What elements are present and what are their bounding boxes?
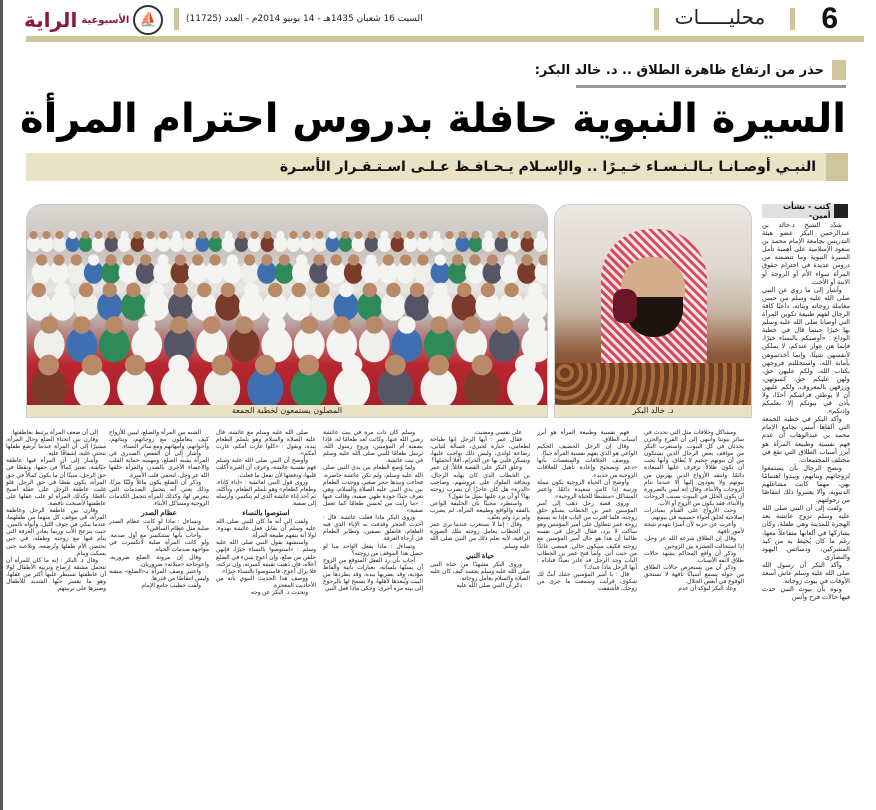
- worshipper-head: [199, 231, 207, 239]
- worshipper-head: [386, 283, 400, 297]
- worshipper-head: [296, 254, 307, 265]
- article-headline: السيرة النبوية حافلة بدروس احترام المرأة: [20, 96, 846, 142]
- paragraph: وأوضح أن الحياة الزوجية تكون مملة ورتيبة إذا كانت سعيدة دائمًا. واعتبر المشاكل «منشطًا للحياة الزوجية».: [537, 479, 637, 500]
- paragraph: وروى قول النبي لعائشة : «إناء كإناء، وطعام كطعام» وهو يلملم الطعام، ويأكله، ثم أخذ إناء عائشة الذي لم ينكسر، وأرسله إلى صفية.: [216, 479, 316, 507]
- worshipper-head: [398, 316, 416, 334]
- worshipper-head: [521, 254, 532, 265]
- worshipper-head: [88, 254, 99, 265]
- paragraph: قال : يا أمير المؤمنين جئتك أبثّ لك شكوى، فرأيت وسمعت ما جرى من زوجك، فأشفقت: [537, 571, 637, 593]
- paragraph: وذكر أن واقع المحاكم يشهد حالات طلاق لأتفه الأسباب.: [644, 550, 744, 564]
- masthead-rule: [26, 36, 864, 42]
- worshipper-head: [157, 254, 168, 265]
- worshipper-head: [433, 283, 447, 297]
- worshipper-head: [290, 231, 298, 239]
- worshipper-head: [209, 254, 220, 265]
- worshipper-head: [316, 231, 324, 239]
- crowd-illustration: [27, 205, 547, 405]
- speaker-photo: [554, 204, 752, 418]
- paragraph: فقال عمر : أيها الرجل إنها طباخة لطعامي، خبازة لخبزي، غسالة لثيابي، رضاعة لولدي، وليس ذلك بواجب عليها، ويسكن قلبي بها عن الحرام، أفلا أتحملها؟: [430, 437, 530, 465]
- article-column-5: [323, 430, 423, 593]
- worshipper-head: [261, 254, 272, 265]
- subheadline-text: النبـي أوصـانـا بـالـنـسـاء خـيـرًا .. والإسـلام يـحـافـظ عـلـى اسـتـقـرار الأسـرة: [279, 159, 816, 175]
- worshipper-head: [459, 231, 467, 239]
- worshipper-head: [355, 231, 363, 239]
- worshipper-head: [221, 283, 235, 297]
- worshipper-head: [381, 231, 389, 239]
- dhow-ship-icon: ⛵: [133, 5, 163, 35]
- worshipper-head: [292, 283, 306, 297]
- worshipper-head: [342, 231, 350, 239]
- worshipper-head: [420, 231, 428, 239]
- worshipper-head: [40, 316, 58, 334]
- paragraph: وقال إن الرجل الحصيف الحكيم الواعي هو الذي يفهم نفسية المرأة جيدًا.: [537, 444, 637, 458]
- worshipper-head: [238, 231, 246, 239]
- worshipper-head: [394, 231, 402, 239]
- worshipper-head: [515, 355, 536, 376]
- paragraph: وأشار إلى أن القفص الصدري في المرأة يشبه الضلع، ومهمته حماية القلب والأعضاء الأخرى بالصدر، والمرأة خلقها الله عز وجل، لتحمي قلب الأسرة.: [109, 451, 209, 479]
- worshipper-head: [53, 254, 64, 265]
- paragraph: وأشار إلى ما روي عن النبي صلى الله عليه وسلم من حسن معاملة زوجاته وبناته، داعيًا كافة الرجال لفهم طبيعة تكوين المرأة التي أوصانا صلى الله عليه وسلم بها خيرًا حينما قال في خطبة الوداع : «أوصيكم بالنساء خيرًا، فإنما هن عوار عندكم، لا يملكن لأنفسهن شيئًا، وإنما أخذتموهن بأمانة الله، واستحللتم فروجهن بكتاب الله، ولكم عليهن حق، ولهن عليكم حق، كسوتهن، ورزقهن بالمعروف، ولكم عليهن أن لا يوطئن فراشكم أحدًا، ولا يأذن في بيوتكم إلا بعلمكم وإذنكم».: [762, 286, 850, 416]
- worshipper-head: [38, 355, 59, 376]
- worshipper-head: [365, 254, 376, 265]
- worshipper-head: [400, 254, 411, 265]
- worshipper-head: [105, 254, 116, 265]
- worshipper-head: [134, 231, 142, 239]
- section-title: محليـــــات: [674, 5, 766, 29]
- worshipper-head: [331, 254, 342, 265]
- worshipper-head: [485, 231, 493, 239]
- masthead-divider: [174, 8, 179, 30]
- worshipper-head: [192, 254, 203, 265]
- worshipper-head: [69, 231, 77, 239]
- worshipper-head: [528, 283, 542, 297]
- worshipper-head: [123, 254, 134, 265]
- paragraph: ووصف الخلافات والمنغصات بأنها «دعم وتصحيح وإعادة تأهيل للعلاقات الزوجية من جديد».: [537, 458, 637, 479]
- paragraph: فهم نفسية وطبيعة المرأة هو أبرز أسباب الطلاق.: [537, 430, 637, 444]
- worshipper-head: [348, 254, 359, 265]
- worshipper-head: [105, 316, 123, 334]
- worshipper-head: [73, 316, 91, 334]
- worshipper-head: [504, 254, 515, 265]
- worshipper-head: [264, 231, 272, 239]
- paragraph: وأشار إلى أن المرأة فيها عاطفة جيّاشة، تعتبر كمالاً في حقها، ونقصًا في حق الرجل، مبينًا أن ما يكون كمالاً في حق المرأة، يكون نقصًا في حق الرجل. فلو غلبت عاطفة الرجل على عقله أصبح ناقصًا. وكذلك المرأة لو غلب عقلها على عاطفتها لأصبحت ناقصة.: [6, 458, 106, 507]
- worshipper-head: [235, 316, 253, 334]
- worshipper-head: [268, 283, 282, 297]
- overline-text: حذر من ارتفاع ظاهرة الطلاق .. د. خالد البكر:: [534, 62, 824, 78]
- worshipper-head: [472, 355, 493, 376]
- article-column-1: [762, 222, 850, 602]
- paragraph: واعتبر وصف المرأة بـ«الضلع» منقبة وليس انتقاصًا من قدرها.: [109, 568, 209, 582]
- subheadline-marker: [826, 153, 848, 181]
- worshipper-head: [495, 316, 513, 334]
- worshipper-head: [225, 231, 233, 239]
- byline-text: كتب - نشأت أمين-: [782, 202, 831, 220]
- paragraph: واستشهد بقول النبي صلى الله عليه وسلم : «استوصوا بالنساء خيرًا، فإنهن خلقن من ضلع، وإن أعوج شيء في الضلع أعلاه، فإن ذهبت تقيمه كسرته، وإن تركته، فلا يزال أعوج، فاستوصوا بالنساء خيرًا».: [215, 540, 316, 575]
- worshipper-head: [212, 355, 233, 376]
- worshipper-head: [82, 231, 90, 239]
- worshipper-head: [56, 231, 64, 239]
- paragraph: ولفت إلى أن النبي صلى الله عليه وسلم تزوج عائشة بعد الهجرة للمدينة وهي طفلة، وكان يشاركها في ألعابها متفاعلاً معها، رغم ما كان يُحيط به من كيد المشركين، ودسائس اليهود والنصارى.: [762, 505, 850, 561]
- article-column-6: [216, 430, 316, 597]
- worshipper-head: [30, 231, 38, 239]
- worshipper-head: [504, 283, 518, 297]
- paragraph: وقال إن الطلاق شرعه الله عز وجل، إذا استحالت العشرة بين الزوجين.: [644, 536, 744, 550]
- worshipper-head: [524, 231, 532, 239]
- worshipper-head: [446, 231, 454, 239]
- column-subheading: حياة النبي: [465, 552, 495, 560]
- worshipper-head: [108, 231, 116, 239]
- worshipper-head: [368, 231, 376, 239]
- worshipper-head: [333, 316, 351, 334]
- worshipper-head: [430, 316, 448, 334]
- section-divider-left: [654, 8, 659, 30]
- worshipper-head: [303, 231, 311, 239]
- worshipper-head: [79, 283, 93, 297]
- paragraph: وتساءل : ماذا لو كانت عظام الصدر صلبة مثل عظام الساقين؟: [109, 519, 209, 533]
- overline-rule: [576, 85, 846, 88]
- worshipper-head: [472, 231, 480, 239]
- worshipper-head: [138, 316, 156, 334]
- article-subheadline: [26, 153, 848, 181]
- worshipper-head: [469, 254, 480, 265]
- paragraph: شدّد الشيخ د.خالد بن عبدالرحمن البكر عضو هيئة التدريس بجامعة الإمام محمد بن سعود الإسلامية على أهمية تأمل السيرة النبوية وما تتضمنه من دروس عديدة في احترام حقوق المرأة سواء الأم أو الزوجة أو الابنة أو الأخت.: [762, 222, 850, 286]
- worshipper-head: [255, 355, 276, 376]
- paragraph: على نفسي ومضيت.: [473, 430, 522, 436]
- worshipper-head: [481, 283, 495, 297]
- paragraph: وأكد البكر في خطبة الجمعة التي ألقاها أمس بجامع الإمام محمد بن عبدالوهاب أن عدم فهم نفسية وطبيعة المرأة هو أبرز أسباب الطلاق التي تقع في مختلف المجتمعات.: [762, 416, 850, 464]
- worshipper-head: [244, 283, 258, 297]
- worshipper-head: [125, 355, 146, 376]
- paragraph: وذكر أن من يستعرض حالات الطلاق من حوله يسمع أسبابًا تافهة لا تستحق الوقوع في أبغض الحلال.: [644, 564, 744, 585]
- paragraph: ولفت خطيب جامع الإمام: [141, 582, 201, 589]
- worshipper-head: [463, 316, 481, 334]
- paragraph: وقارن بين انحناء الضلع وحال المرأة، مشيرًا إلى أن المرأة عندما تُرضع طفلها تنحني عليه، إشفاقًا عليه.: [6, 437, 106, 458]
- issue-dateline: السبت 16 شعبان 1435هـ - 14 يونيو 2014م - العدد (11725): [186, 14, 423, 24]
- worshipper-head: [279, 254, 290, 265]
- paragraph: ونصح الرجال بأن يستمعوا لزوجاتهم وبناتهم، ويبدوا اهتمامًا بهن، مهما كانت مشاغلهم الدنيوية، وألا يعتبروا ذلك انتقاصًا من رجولتهم.: [762, 464, 850, 505]
- photo-caption: المصلون يستمعون لخطبة الجمعة: [27, 405, 547, 417]
- worshipper-head: [315, 283, 329, 297]
- page-number: 6: [821, 2, 838, 35]
- paragraph: ومشاكل وخلافات مثل التي تحدث في سائر بيوتنا وانتهى إلى أن الفرح والحزن يحدثان في كل البيوت. واستغرب البكر من مواقف بعض الرجال الذين يشتكون من أن بيوتهم جحيم لا يُطاق، وأنها يجب أن تكون ظلالاً ترفرف عليها السعادة دائمًا. وانتقد الأزواج الذين يهربون من بيوتهم ولا يعودون إليها إلا عندما تنام الزوجات والأبناء، وقال إنه ليس بالضرورة أن يكون الخلل في البيوت بسبب الزوجات والأبناء، فقد يكون من الزوج أو الأب.: [644, 430, 744, 507]
- worshipper-head: [417, 254, 428, 265]
- article-column-2: [644, 430, 744, 593]
- worshipper-head: [511, 231, 519, 239]
- worshipper-head: [385, 355, 406, 376]
- microphone-icon: [613, 289, 637, 323]
- congregation-photo: [26, 204, 548, 418]
- worshipper-head: [173, 283, 187, 297]
- worshipper-head: [55, 283, 69, 297]
- worshipper-head: [383, 254, 394, 265]
- worshipper-head: [268, 316, 286, 334]
- paragraph: وقارن بين عاطفة الرجل وعاطفة المرأة، في موقف كل منهما من طفلهما، عندما يبكي في جوف الليل، وأبواه نائمين، حيث يتزعج الأب وربما يغادر الغرفة التي ينام فيها مع زوجته وطفله، في حين تحتضن الأم طفلها وتُرضعه، وتلاعبه حتى يسكت وينام.: [6, 508, 106, 557]
- paragraph: وأوضح أن النبي صلى الله عليه وسلم فهم نفسية عائشة، وعرف أن الغيرة أكلت قلبها، ودفعتها لأن تفعل ما فعلت.: [216, 458, 316, 479]
- worshipper-head: [203, 316, 221, 334]
- column-subheading: عظام الصدر: [141, 510, 177, 518]
- worshipper-head: [168, 355, 189, 376]
- column-subheading: استوصوا بالنساء: [242, 510, 290, 518]
- article-column-4: [430, 430, 530, 590]
- paragraph: ونوه بأن بيوت النبي حدث فيها حالات فرح وأنس: [762, 586, 850, 602]
- logo-sub-text: الأسبوعية: [81, 14, 130, 26]
- paragraph: وعلق البكر على القصة قائلاً: إن عمر بن الخطاب الذي كان يهابه الرجال، ويخافه الملوك على عروشهم، وصاحب «الدرة» هل كان عاجزًا أن يضرب زوجته بها؟ أو أن يرد عليها بمثل ما تقول؟: [430, 465, 530, 500]
- paragraph: وعاد البكر ليؤكد أن عدم: [678, 586, 736, 593]
- article-byline: [762, 204, 848, 218]
- newspaper-logo: [24, 4, 163, 36]
- worshipper-head: [32, 283, 46, 297]
- worshipper-head: [227, 254, 238, 265]
- logo-main-text: الراية: [24, 8, 78, 32]
- paragraph: وأكد البكر أن رسول الله صلى الله عليه وسلم عاش أسعد الأوقات في بيوت زوجاته.: [762, 561, 850, 586]
- worshipper-head: [150, 283, 164, 297]
- paragraph: ولفت إلى أنه ما كان للنبي صلى الله عليه وسلم أن يقابل فعل عائشة بهدوء، لولا أنه يتفهم طبيعة المرأة.: [216, 519, 316, 540]
- worshipper-head: [244, 254, 255, 265]
- page-left-border: [0, 0, 3, 810]
- byline-marker: [834, 204, 848, 218]
- section-divider-right: [790, 8, 795, 30]
- worshipper-head: [126, 283, 140, 297]
- worshipper-head: [342, 355, 363, 376]
- worshipper-head: [175, 254, 186, 265]
- paragraph: وأجاب بأنها ستتكسر مع أول صدمة. ولو كانت المرأة صلبة لانكسرت في مواجهة صدمات الحياة.: [109, 533, 209, 554]
- photo-pulpit: [555, 363, 751, 405]
- worshipper-head: [82, 355, 103, 376]
- worshipper-head: [487, 254, 498, 265]
- paragraph: صلى الله عليه وسلم مع عائشة. قال عليه الصلاة والسلام وهو يلملم الطعام بيده، ويقول : «كلوا غارت أمكم، غارت أمكم».: [216, 430, 316, 458]
- worshipper-head: [339, 283, 353, 297]
- paragraph: وذكر أن الضلع يكون مائلاً وليّنًا مرنًا، وذلك يعني أنه يتحمل الصدمات التي يتعرض لها، وكذلك المرأة تتحمل الكدمات الزوجية ومشاكل الأبناء.: [109, 479, 209, 507]
- worshipper-head: [43, 231, 51, 239]
- paragraph: ووصف هذا الحديث النبوي بأنه من الأحاديث المعجزة.: [216, 575, 316, 589]
- worshipper-head: [428, 355, 449, 376]
- worshipper-head: [528, 316, 546, 334]
- worshipper-head: [121, 231, 129, 239]
- paragraph: الشبه بين المرأة والضلع، ليبين للأزواج كيف يتعاملون مع زوجاتهم، وبناتهم، وأخواتهم، وأمهاتهم ومع سائر النساء.: [109, 430, 209, 451]
- worshipper-head: [329, 231, 337, 239]
- worshipper-head: [363, 283, 377, 297]
- worshipper-head: [300, 316, 318, 334]
- worshipper-head: [407, 231, 415, 239]
- article-column-7: [109, 430, 209, 590]
- paragraph: وروى البكر مشهدًا من حياة النبي صلى الله عليه وسلم يجسد كيف كان عليه الصلاة والسلام يعامل زوجاته.: [430, 561, 530, 582]
- worshipper-head: [173, 231, 181, 239]
- paragraph: ولما وُضع الطعام بين يدي النبي صلى الله عليه وسلم، ولم تكن عائشة حاضرة، فجاءت وبيدها حجر صغير، ووجدت الطعام بين يدي النبي عليه الصلاة والسلام، وهي تعرف جيدًا جودة طهي صفية، وقالت عنها : «ما رأيت من يُحسن طعامًا كما تعمل صفية».: [323, 465, 423, 515]
- worshipper-head: [537, 231, 545, 239]
- worshipper-head: [457, 283, 471, 297]
- paragraph: ذكر أن النبي صلى الله عليه: [456, 582, 522, 589]
- worshipper-head: [186, 231, 194, 239]
- worshipper-head: [212, 231, 220, 239]
- paragraph: وتحدث د. البكر عن وجه: [250, 589, 308, 596]
- worshipper-head: [313, 254, 324, 265]
- worshipper-head: [251, 231, 259, 239]
- article-column-8: [6, 430, 106, 593]
- worshipper-head: [410, 283, 424, 297]
- worshipper-head: [277, 231, 285, 239]
- paragraph: وتساءل : ماذا يفعل الواحد منا لو حصل هذا الموقف من زوجته؟: [323, 543, 423, 557]
- paragraph: إلى أن ضعف المرأة يرتبط بعاطفتها.: [10, 430, 98, 436]
- paragraph: أجاب بأن رد الفعل المتوقع من الزوج أن يسبّها بلسانه، بعبارات نابية وألفاظ مؤذية، وقد يضربها بيده، وقد يطردها من البيت ويُبعدها لأهلها، ولا يسمح لها بالرجوع إلى بيته مرة أخرى. وحكى ماذا فعل النبي: [323, 557, 423, 593]
- paragraph: وروى قصة رجل ذهب إلى أمير المؤمنين عمر بن الخطاب يشكو خلق زوجته، فلما اقترب من الباب فإذا به يسمع زوجة عمر تتطاول على أمير المؤمنين وهو ساكت لا يرد، فقال الرجل في نفسه طالما أن هذا هو حال أمير المؤمنين مع زوجته فكيف سيكون حالي. فمضى عائدًا من حيث أتى. ولما فتح عمر بن الخطاب الباب وجد الرجل قد غادر بعيدًا فناداه : أيها الرجل ماذا عندك؟: [537, 500, 637, 571]
- paragraph: وحث الأزواج على القيام بمبادرات إصلاحية لخلق أجواء حميمية في بيوتهم.: [644, 508, 744, 522]
- worshipper-head: [160, 231, 168, 239]
- worshipper-head: [103, 283, 117, 297]
- paragraph: وأعرب عن حزنه لأن أسرًا تتهدم نتيجة لأمور تافهة.: [644, 522, 744, 536]
- paragraph: وقال د. البكر : إنه ما كان للمرأة أن تتحمل مشقة إرضاع وتربية الأطفال لولا أن عاطفتها تسيطر عليها أكثر من عقلها، وهو ما يفسر حبّها الشديد للأطفال وصبرها على تربيتهم.: [6, 557, 106, 593]
- paragraph: وقال إن مرونة الضلع ضرورية، واعوجاجه «ميلانه» ضروريان.: [109, 554, 209, 568]
- worshipper-head: [197, 283, 211, 297]
- article-overline: [535, 60, 846, 80]
- paragraph: وروى البكر ماذا فعلت عائشة. قال : أخذت الحجر وقذفت به الإناء الذي فيه الطعام، فانفلق نصفين، وتطاير الطعام في أرجاء الغرفة.: [323, 515, 423, 543]
- worshipper-head: [36, 254, 47, 265]
- worshipper-head: [95, 231, 103, 239]
- paragraph: واستطرد مجيبًا بأن الخليفة الواعي بالفقه والواقع وطبيعة المرأة، لم يضرب ولم يرد ولم يعنّف.: [430, 500, 530, 522]
- photo-caption: د. خالد البكر: [555, 405, 751, 417]
- worshipper-head: [452, 254, 463, 265]
- worshipper-head: [71, 254, 82, 265]
- worshipper-head: [298, 355, 319, 376]
- article-column-3: [537, 430, 637, 593]
- worshipper-head: [435, 254, 446, 265]
- overline-marker: [832, 60, 846, 80]
- paragraph: وسلم كان ذات مرة في بيت عائشة رضي الله عنها، وكانت تُعد طعامًا له، فإذا بصفية أم المؤمنين، وزوج رسول الله، ترسل طعامًا للنبي صلى الله عليه وسلم في بيت عائشة.: [323, 430, 423, 465]
- worshipper-head: [170, 316, 188, 334]
- worshipper-head: [365, 316, 383, 334]
- worshipper-head: [147, 231, 155, 239]
- paragraph: وقال : إننا لا نستغرب عندما نرى عمر بن الخطاب يعامل زوجته بتلك الصورة الراقية، لأنه تعلم ذلك من النبي صلى الله عليه وسلم.: [430, 522, 530, 550]
- worshipper-head: [498, 231, 506, 239]
- worshipper-head: [433, 231, 441, 239]
- worshipper-head: [140, 254, 151, 265]
